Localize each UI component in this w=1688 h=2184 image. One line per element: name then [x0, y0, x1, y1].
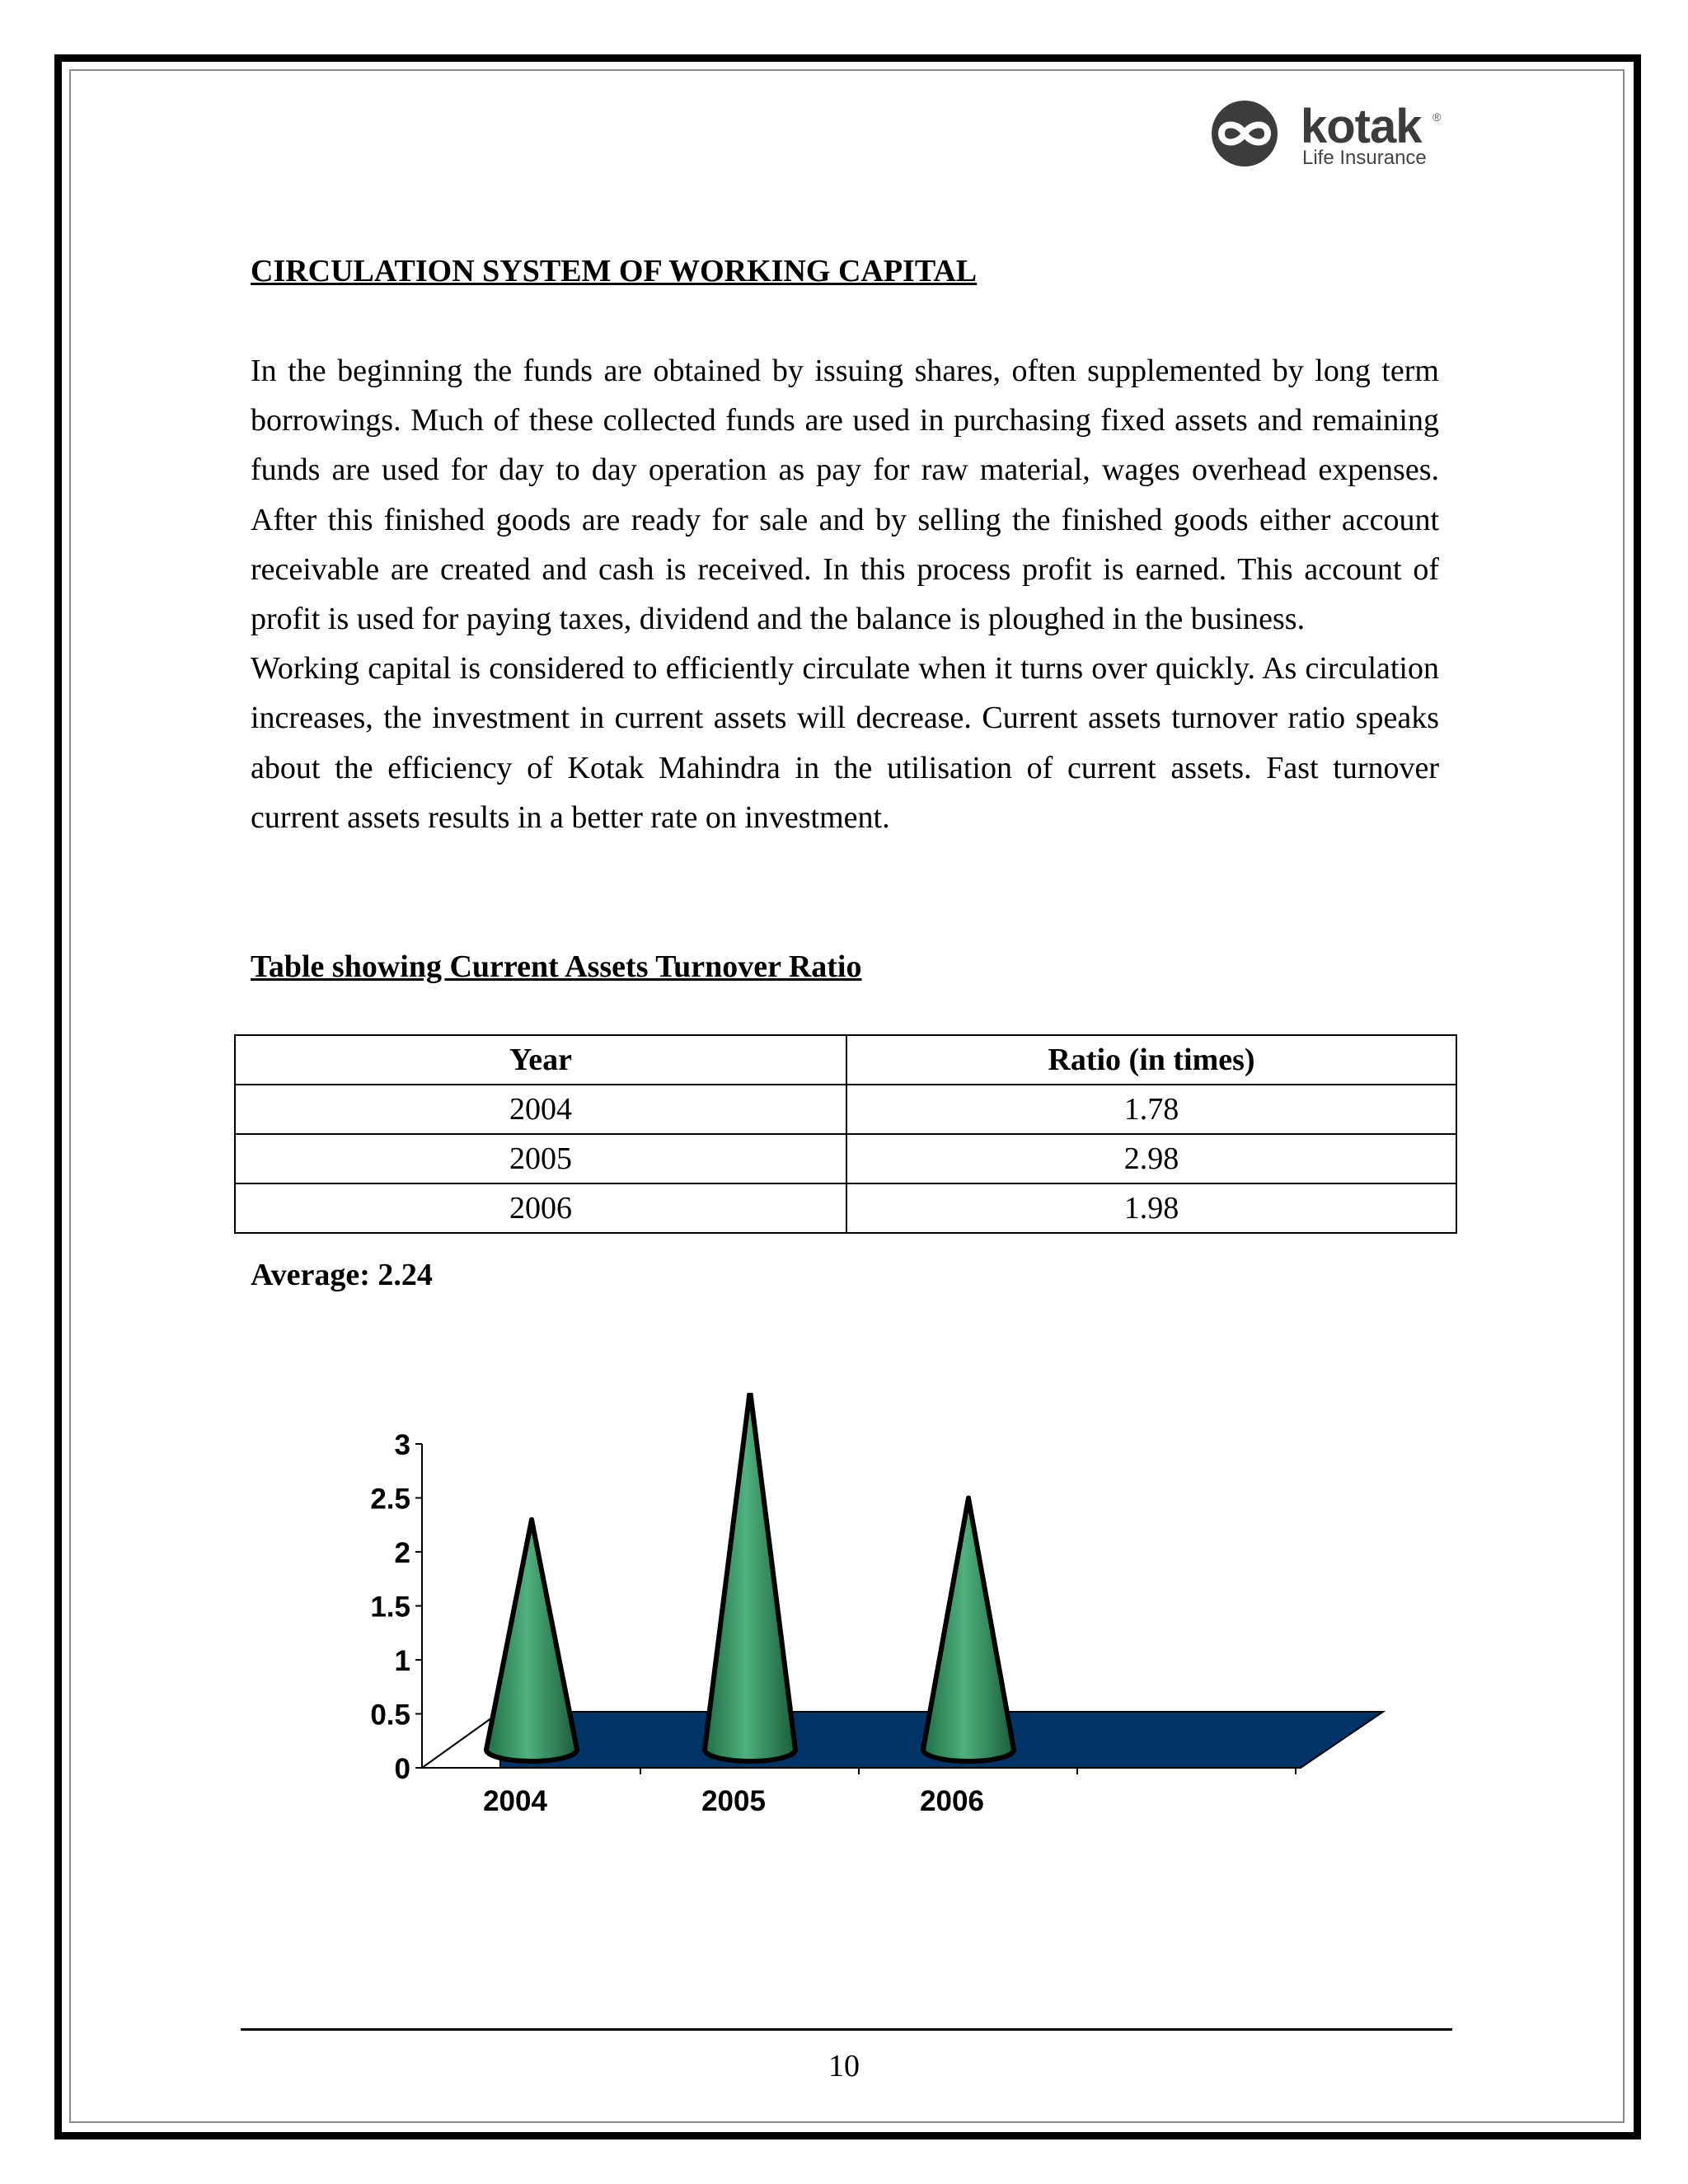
logo-registered-mark: ® — [1432, 110, 1442, 124]
header-ratio: Ratio (in times) — [846, 1035, 1456, 1085]
kotak-infinity-icon — [1208, 99, 1291, 173]
logo-tagline: Life Insurance — [1302, 147, 1427, 169]
ratio-table — [234, 1034, 1457, 1234]
cell-ratio: 1.78 — [846, 1085, 1456, 1134]
cone-bar — [486, 1520, 577, 1761]
table-header-row — [235, 1035, 1456, 1085]
y-tick-label: 2.5 — [370, 1483, 410, 1516]
y-tick-label: 0 — [394, 1753, 410, 1785]
body-text — [251, 346, 1439, 842]
table-row — [235, 1134, 1456, 1183]
cell-year: 2005 — [235, 1134, 846, 1183]
table-title: Table showing Current Assets Turnover Ratio — [251, 949, 862, 984]
y-tick-label: 1.5 — [370, 1591, 410, 1624]
y-tick-label: 2 — [394, 1537, 410, 1569]
logo-brand-text: kotak — [1301, 100, 1422, 153]
page-number: 10 — [828, 2049, 860, 2083]
header-year: Year — [235, 1035, 846, 1085]
x-category-label: 2006 — [920, 1785, 984, 1817]
x-category-label: 2004 — [483, 1785, 547, 1817]
cell-year: 2006 — [235, 1183, 846, 1233]
cell-year: 2004 — [235, 1085, 846, 1134]
section-heading: CIRCULATION SYSTEM OF WORKING CAPITAL — [251, 254, 978, 288]
cone-bar — [705, 1393, 795, 1761]
cell-ratio: 1.98 — [846, 1183, 1456, 1233]
paragraph-1: In the beginning the funds are obtained by issuing shares, often supplemented by long term borrowings. Much of these collected funds are used in purchasing fixed assets and remaining funds are used for day to day operation as pay for raw material, wages overhead expenses. After this finished goods are ready for sale and by selling the finished goods either account receivable are created and cash is received. In this process profit is earned. This account of profit is used for paying taxes, dividend and the balance is ploughed in the business. — [251, 354, 1439, 637]
footer-rule — [241, 2028, 1452, 2031]
y-tick-label: 1 — [394, 1645, 410, 1677]
cone-chart — [313, 1393, 1401, 1838]
y-tick-label: 3 — [394, 1429, 410, 1461]
table-row — [235, 1085, 1456, 1134]
x-category-label: 2005 — [701, 1785, 766, 1817]
y-tick-label: 0.5 — [370, 1699, 410, 1732]
cone-bar — [923, 1498, 1014, 1761]
kotak-logo — [1208, 99, 1456, 173]
average-value: Average: 2.24 — [251, 1258, 433, 1292]
cell-ratio: 2.98 — [846, 1134, 1456, 1183]
paragraph-2: Working capital is considered to efficiently circulate when it turns over quickly. As circulation increases, the investment in current assets will decrease. Current assets turnover ratio speaks about the efficiency of Kotak Mahindra in the utilisation of current assets. Fast turnover current assets results in a better rate on investment. — [251, 651, 1439, 835]
table-row — [235, 1183, 1456, 1233]
